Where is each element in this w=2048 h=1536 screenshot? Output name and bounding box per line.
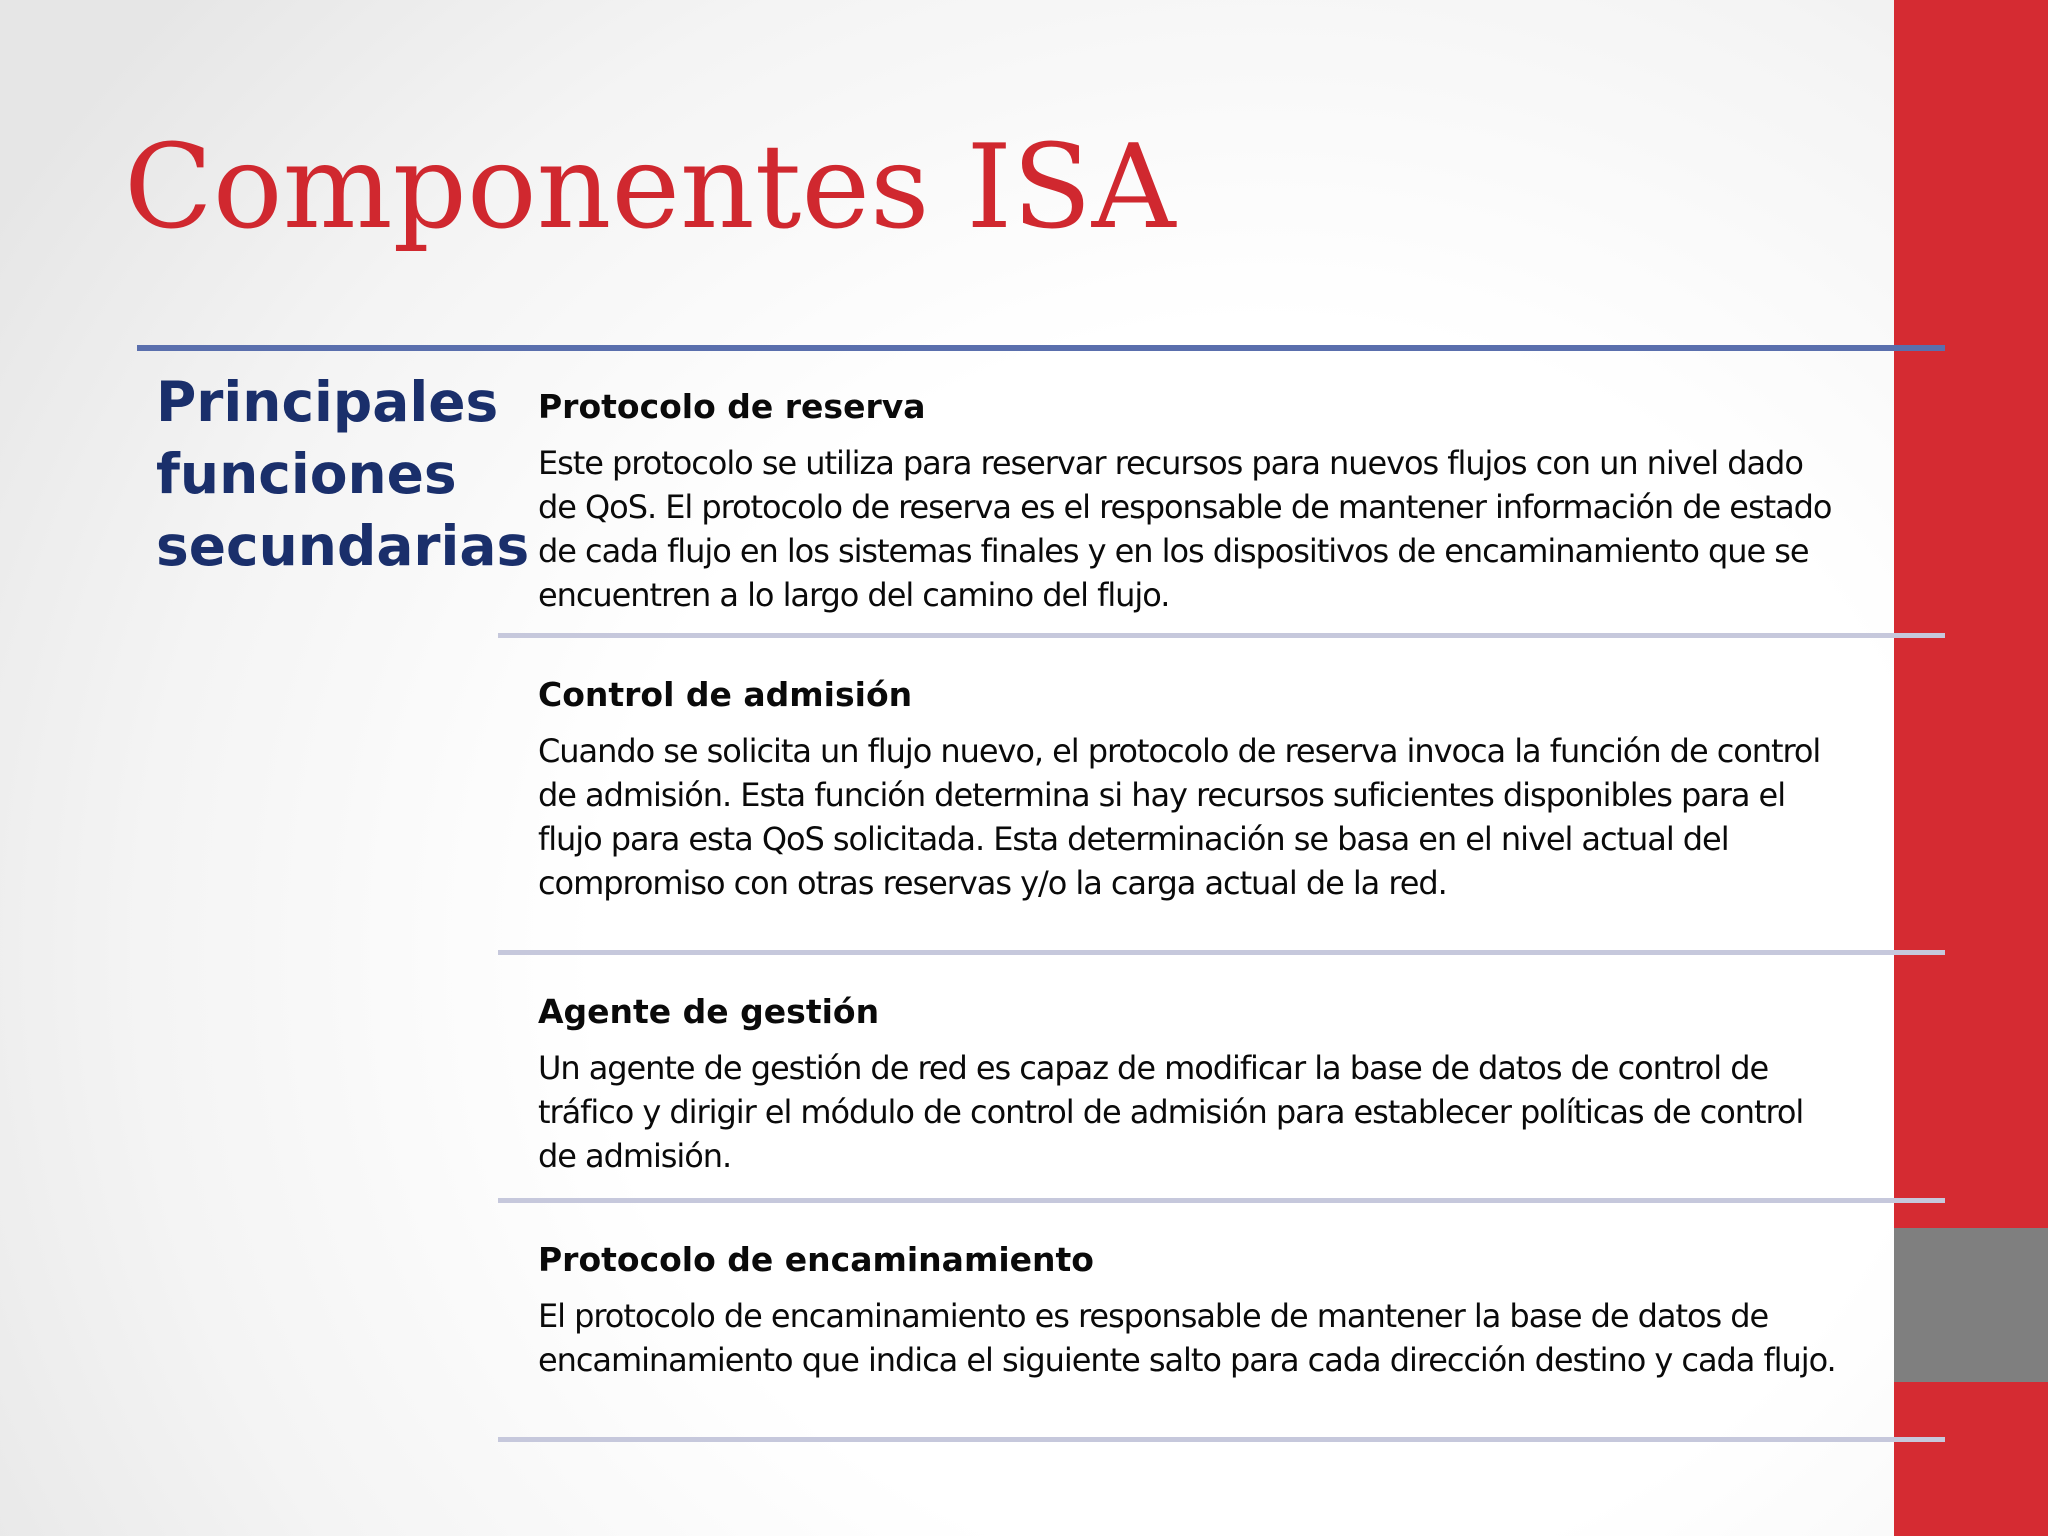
section-body-line: flujo para esta QoS solicitada. Esta determinación se basa en el nivel actual del bbox=[538, 820, 1729, 858]
section-title: Agente de gestión bbox=[538, 992, 880, 1031]
left-heading-line: secundarias bbox=[156, 514, 530, 578]
section-divider bbox=[498, 1437, 1945, 1442]
section-body-line: El protocolo de encaminamiento es responsable de mantener la base de datos de bbox=[538, 1297, 1769, 1335]
section-protocolo-de-reserva bbox=[538, 385, 1938, 617]
section-body-line: de admisión. Esta función determina si hay recursos suficientes disponibles para el bbox=[538, 776, 1786, 814]
section-agente-de-gestion bbox=[538, 990, 1938, 1178]
section-title: Control de admisión bbox=[538, 675, 913, 714]
left-heading-line: funciones bbox=[156, 442, 457, 506]
section-title: Protocolo de encaminamiento bbox=[538, 1240, 1094, 1279]
section-body bbox=[538, 441, 1938, 617]
section-body bbox=[538, 1294, 1938, 1382]
slide-title: Componentes ISA bbox=[124, 120, 1176, 255]
section-body-line: encaminamiento que indica el siguiente salto para cada dirección destino y cada flujo. bbox=[538, 1341, 1836, 1379]
section-control-de-admision bbox=[538, 673, 1938, 905]
section-body-line: compromiso con otras reservas y/o la carga actual de la red. bbox=[538, 864, 1447, 902]
section-body-line: de QoS. El protocolo de reserva es el responsable de mantener información de estado bbox=[538, 488, 1832, 526]
section-body-line: Un agente de gestión de red es capaz de modificar la base de datos de control de bbox=[538, 1049, 1769, 1087]
section-divider bbox=[498, 950, 1945, 955]
section-title: Protocolo de reserva bbox=[538, 387, 926, 426]
left-heading bbox=[156, 366, 530, 582]
section-body-line: de admisión. bbox=[538, 1137, 732, 1175]
section-body-line: de cada flujo en los sistemas finales y en los dispositivos de encaminamiento que se bbox=[538, 532, 1809, 570]
section-body-line: Cuando se solicita un flujo nuevo, el protocolo de reserva invoca la función de control bbox=[538, 732, 1821, 770]
section-protocolo-de-encaminamiento bbox=[538, 1238, 1938, 1382]
section-body-line: tráfico y dirigir el módulo de control de admisión para establecer políticas de control bbox=[538, 1093, 1804, 1131]
section-divider bbox=[498, 633, 1945, 638]
section-divider bbox=[498, 1198, 1945, 1203]
title-rule bbox=[137, 345, 1945, 351]
section-body-line: Este protocolo se utiliza para reservar recursos para nuevos flujos con un nivel dado bbox=[538, 444, 1803, 482]
section-body bbox=[538, 1046, 1938, 1178]
left-heading-line: Principales bbox=[156, 370, 499, 434]
section-body bbox=[538, 729, 1938, 905]
section-body-line: encuentren a lo largo del camino del flujo. bbox=[538, 576, 1170, 614]
